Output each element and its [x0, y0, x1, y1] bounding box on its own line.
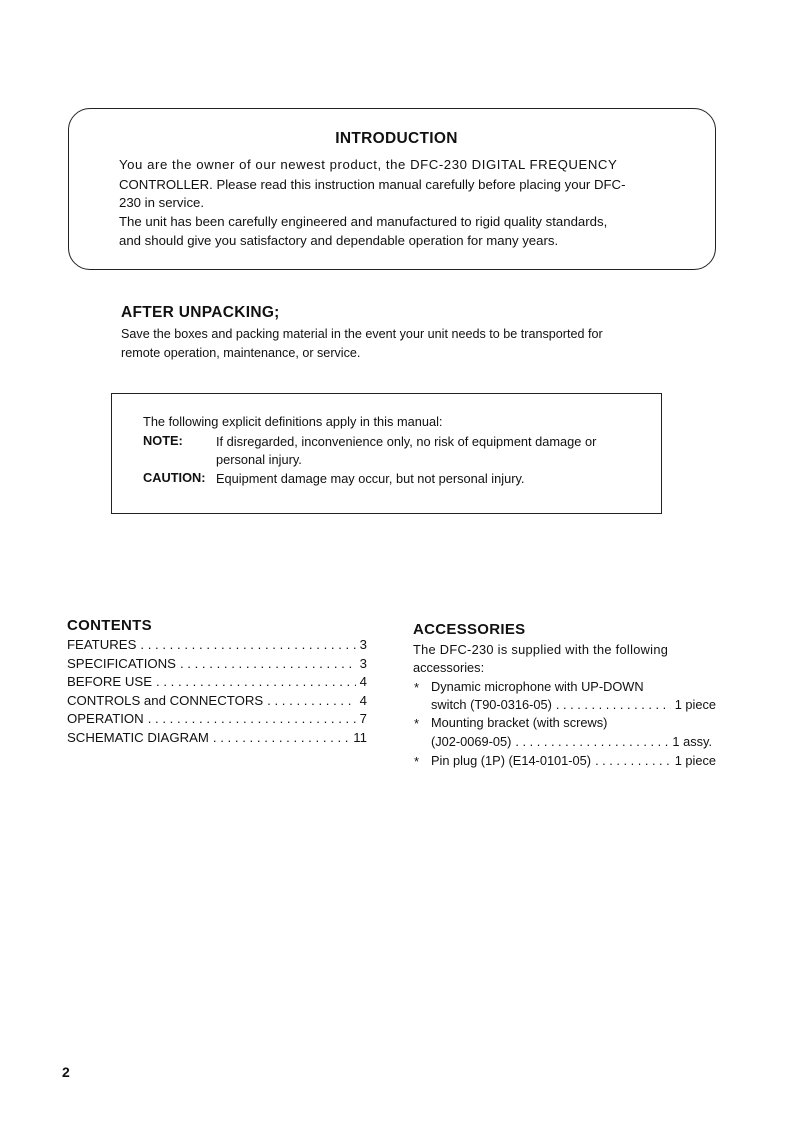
- toc-entry: [67, 730, 367, 745]
- accessory-item-3: [431, 753, 716, 768]
- accessory-leader-dots: [595, 753, 671, 768]
- accessory-item-3-part: Pin plug (1P) (E14-0101-05): [431, 753, 592, 768]
- toc-entry: [67, 656, 367, 671]
- contents-title: CONTENTS: [67, 617, 152, 634]
- caution-text: Equipment damage may occur, but not personal injury.: [216, 471, 525, 486]
- bullet-marker: *: [414, 680, 420, 695]
- toc-entry: [67, 693, 367, 708]
- note-label: NOTE:: [143, 433, 183, 448]
- after-unpacking-line-2: remote operation, maintenance, or service.: [121, 346, 361, 360]
- accessory-item-1-part: switch (T90-0316-05): [431, 697, 552, 712]
- note-text-line-2: personal injury.: [216, 452, 302, 467]
- accessory-item-1-line-2: [431, 697, 716, 712]
- accessory-leader-dots: [515, 734, 668, 749]
- page-number: 2: [62, 1064, 70, 1080]
- toc-entry-label: OPERATION: [67, 711, 144, 726]
- accessories-title: ACCESSORIES: [413, 621, 526, 638]
- accessory-item-3-qty: 1 piece: [674, 753, 716, 768]
- toc-entry-label: SPECIFICATIONS: [67, 656, 176, 671]
- toc-entry-label: SCHEMATIC DIAGRAM: [67, 730, 209, 745]
- toc-leader-dots: [180, 656, 356, 671]
- caution-label: CAUTION:: [143, 470, 206, 485]
- accessories-intro-line-2: accessories:: [413, 660, 485, 675]
- introduction-line-3: 230 in service.: [119, 195, 205, 210]
- after-unpacking-line-1: Save the boxes and packing material in the event your unit needs to be transported for: [121, 327, 603, 341]
- accessory-leader-dots: [556, 697, 671, 712]
- toc-entry: [67, 637, 367, 652]
- toc-entry: [67, 711, 367, 726]
- toc-entry-label: CONTROLS and CONNECTORS: [67, 693, 264, 708]
- toc-leader-dots: [140, 637, 355, 652]
- toc-entry-page: 11: [353, 730, 367, 745]
- accessory-item-1-line-1: Dynamic microphone with UP-DOWN: [431, 679, 644, 694]
- toc-entry-label: BEFORE USE: [67, 674, 153, 689]
- toc-entry-page: 7: [359, 711, 367, 726]
- accessory-item-2-line-1: Mounting bracket (with screws): [431, 715, 608, 730]
- accessory-item-2-part: (J02-0069-05): [431, 734, 512, 749]
- accessory-item-2-line-2: [431, 734, 712, 749]
- note-text-line-1: If disregarded, inconvenience only, no risk of equipment damage or: [216, 434, 597, 449]
- after-unpacking-title: AFTER UNPACKING;: [121, 304, 280, 321]
- accessory-item-1-qty: 1 piece: [674, 697, 716, 712]
- toc-entry: [67, 674, 367, 689]
- introduction-line-5: and should give you satisfactory and dependable operation for many years.: [119, 233, 559, 248]
- toc-leader-dots: [213, 730, 349, 745]
- toc-entry-page: 4: [359, 674, 367, 689]
- accessory-item-2-qty: 1 assy.: [672, 734, 712, 749]
- introduction-line-2: CONTROLLER. Please read this instruction manual carefully before placing your DFC-: [119, 177, 626, 192]
- toc-leader-dots: [148, 711, 356, 726]
- accessories-intro-line-1: The DFC-230 is supplied with the following: [413, 642, 669, 657]
- definitions-box: [111, 393, 662, 514]
- introduction-line-4: The unit has been carefully engineered and manufactured to rigid quality standards,: [119, 214, 608, 229]
- introduction-line-1: You are the owner of our newest product, the DFC-230 DIGITAL FREQUENCY: [119, 157, 618, 172]
- toc-entry-label: FEATURES: [67, 637, 137, 652]
- introduction-title: INTRODUCTION: [335, 130, 458, 147]
- toc-leader-dots: [156, 674, 356, 689]
- toc-entry-page: 3: [359, 637, 367, 652]
- bullet-marker: *: [414, 754, 420, 769]
- bullet-marker: *: [414, 716, 420, 731]
- toc-entry-page: 4: [359, 693, 367, 708]
- toc-leader-dots: [267, 693, 356, 708]
- definitions-intro: The following explicit definitions apply in this manual:: [143, 414, 443, 429]
- toc-entry-page: 3: [359, 656, 367, 671]
